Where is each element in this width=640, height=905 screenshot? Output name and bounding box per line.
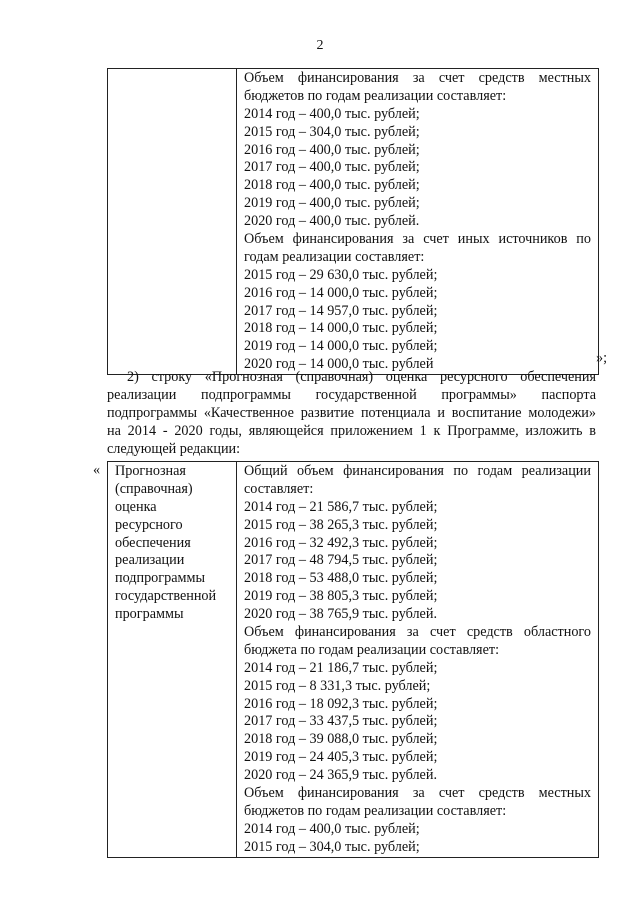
forecast-line: 2015 год – 304,0 тыс. рублей; <box>244 838 420 855</box>
financing-line: 2018 год – 14 000,0 тыс. рублей; <box>244 320 438 337</box>
financing-line: Объем финансирования за счет иных источников по <box>244 231 591 248</box>
financing-line: 2019 год – 14 000,0 тыс. рублей; <box>244 338 438 355</box>
financing-line: 2016 год – 400,0 тыс. рублей; <box>244 141 420 158</box>
forecast-lines <box>237 462 598 857</box>
label-line: ресурсного <box>115 516 183 533</box>
financing-line: 2015 год – 29 630,0 тыс. рублей; <box>244 266 438 283</box>
forecast-line: 2018 год – 39 088,0 тыс. рублей; <box>244 731 438 748</box>
forecast-line: 2014 год – 21 586,7 тыс. рублей; <box>244 498 438 515</box>
opening-quote: « <box>93 462 101 478</box>
financing-text-cell <box>237 69 599 375</box>
label-line: оценка <box>115 498 157 515</box>
financing-table-continued <box>107 68 599 375</box>
label-line: программы <box>115 606 184 623</box>
forecast-line: 2014 год – 21 186,7 тыс. рублей; <box>244 659 438 676</box>
financing-lines <box>237 69 598 374</box>
financing-line: годам реализации составляет: <box>244 248 425 265</box>
financing-line: 2018 год – 400,0 тыс. рублей; <box>244 177 420 194</box>
financing-line: 2016 год – 14 000,0 тыс. рублей; <box>244 284 438 301</box>
financing-line: 2014 год – 400,0 тыс. рублей; <box>244 105 420 122</box>
forecast-line: бюджета по годам реализации составляет: <box>244 641 500 658</box>
forecast-line: 2014 год – 400,0 тыс. рублей; <box>244 820 420 837</box>
label-line: государственной <box>115 588 217 605</box>
forecast-line: 2019 год – 24 405,3 тыс. рублей; <box>244 749 438 766</box>
forecast-line: 2020 год – 38 765,9 тыс. рублей. <box>244 606 437 623</box>
paragraph-line: реализации подпрограммы государственной программы» паспорта <box>107 386 596 403</box>
forecast-label-lines <box>108 462 236 624</box>
label-line: обеспечения <box>115 534 191 551</box>
page-number: 2 <box>316 38 324 53</box>
forecast-line: 2017 год – 33 437,5 тыс. рублей; <box>244 713 438 730</box>
forecast-line: Объем финансирования за счет средств областного <box>244 624 591 641</box>
financing-line: 2019 год – 400,0 тыс. рублей; <box>244 195 420 212</box>
paragraph-line: 2) строку «Прогнозная (справочная) оценка ресурсного обеспечения <box>127 369 596 385</box>
forecast-text-cell <box>237 462 599 858</box>
financing-line: 2015 год – 304,0 тыс. рублей; <box>244 123 420 140</box>
label-line: реализации <box>115 552 185 569</box>
label-line: подпрограммы <box>115 570 205 587</box>
forecast-financing-table <box>107 461 599 858</box>
financing-line: Объем финансирования за счет средств местных <box>244 70 591 86</box>
forecast-line: 2018 год – 53 488,0 тыс. рублей; <box>244 570 438 587</box>
amendment-paragraph <box>107 369 596 458</box>
forecast-line: составляет: <box>244 480 314 497</box>
financing-line: 2020 год – 400,0 тыс. рублей. <box>244 213 420 230</box>
forecast-line: 2016 год – 18 092,3 тыс. рублей; <box>244 695 438 712</box>
paragraph-line: следующей редакции: <box>107 440 241 457</box>
empty-label-cell <box>108 69 237 375</box>
label-line: (справочная) <box>115 480 193 497</box>
forecast-line: 2020 год – 24 365,9 тыс. рублей. <box>244 767 437 784</box>
financing-line: 2017 год – 14 957,0 тыс. рублей; <box>244 302 438 319</box>
forecast-line: Объем финансирования за счет средств местных <box>244 785 591 802</box>
forecast-line: бюджетов по годам реализации составляет: <box>244 802 507 819</box>
forecast-line: Общий объем финансирования по годам реализации <box>244 463 591 479</box>
forecast-line: 2019 год – 38 805,3 тыс. рублей; <box>244 588 438 605</box>
forecast-line: 2015 год – 38 265,3 тыс. рублей; <box>244 516 438 533</box>
financing-line: бюджетов по годам реализации составляет: <box>244 87 507 104</box>
financing-line: 2020 год – 14 000,0 тыс. рублей <box>244 356 434 373</box>
forecast-line: 2016 год – 32 492,3 тыс. рублей; <box>244 534 438 551</box>
forecast-label-cell <box>108 462 237 858</box>
forecast-line: 2015 год – 8 331,3 тыс. рублей; <box>244 677 431 694</box>
label-line: Прогнозная <box>115 463 186 479</box>
forecast-line: 2017 год – 48 794,5 тыс. рублей; <box>244 552 438 569</box>
financing-line: 2017 год – 400,0 тыс. рублей; <box>244 159 420 176</box>
paragraph-line: подпрограммы «Качественное развитие потенциала и воспитание молодежи» <box>107 404 596 421</box>
closing-quote: »; <box>596 350 608 366</box>
paragraph-line: на 2014 - 2020 годы, являющейся приложением 1 к Программе, изложить в <box>107 422 596 439</box>
